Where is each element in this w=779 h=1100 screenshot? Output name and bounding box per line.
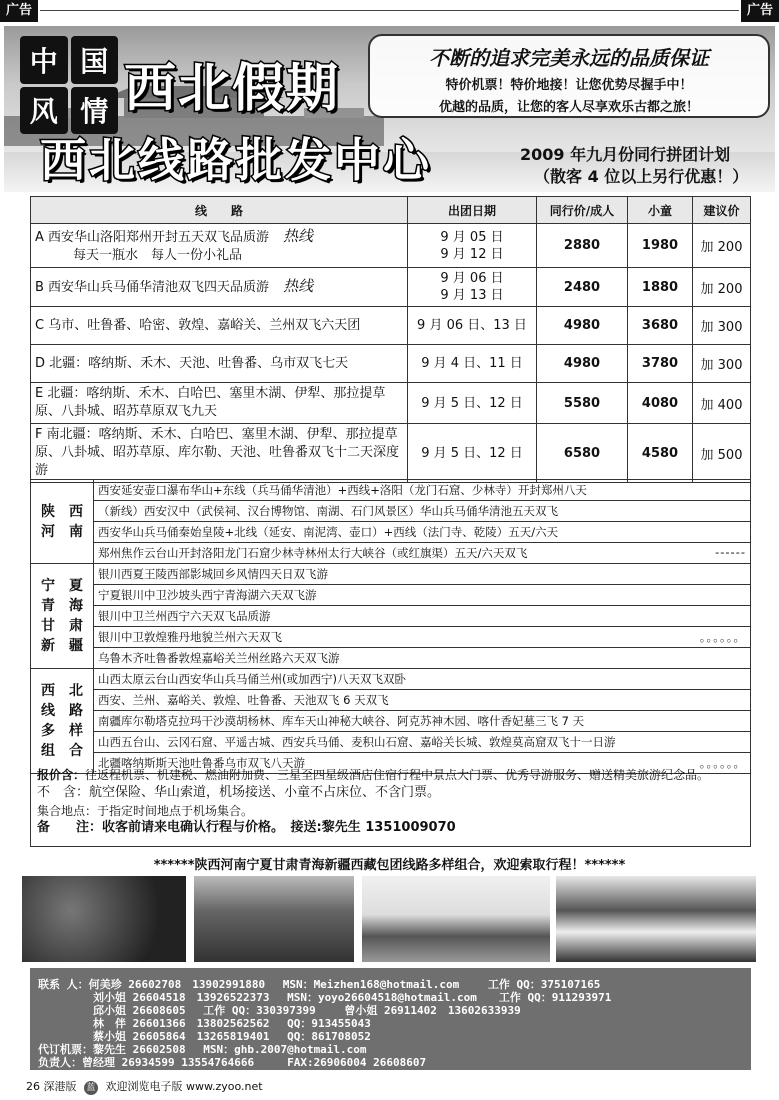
region-row: [31, 627, 751, 648]
edition: 深港版: [43, 1080, 77, 1093]
photo-flowers: [22, 876, 186, 962]
suggest-price: 加 300: [693, 307, 751, 345]
date-cell: 9 月 5 日、12 日: [408, 424, 537, 483]
region-route: [94, 669, 751, 690]
date-line: 9 月 13 日: [440, 288, 504, 303]
route-text: C 乌市、吐鲁番、哈密、敦煌、嘉峪关、兰州双飞六天团: [31, 307, 408, 345]
route-line: 山西太原云台山西安华山兵马俑兰州(或加西宁)八天双飞双卧: [98, 672, 406, 686]
badge-icon: 蓝: [84, 1081, 98, 1095]
region-route: [94, 585, 751, 606]
table-row: [31, 345, 751, 383]
contact-row: 蔡小姐 26605864 13265819401 QQ：861708052: [38, 1030, 371, 1043]
region-label: [31, 564, 94, 669]
main-title: 西北线路批发中心: [40, 133, 432, 187]
region-row: [31, 648, 751, 669]
region-name-line: 陕 西: [41, 503, 83, 520]
notes-include: [37, 767, 744, 783]
plan-title: 2009 年九月份同行拼团计划: [520, 145, 731, 164]
include-text: 往返程机票、机建税、燃油附加费、三星至四星级酒店住宿行程中景点大门票、优秀导游服务、赠送精美旅游纪念品。: [85, 768, 710, 782]
slogan-sub-1: 特价机票！特价地接！让您优势尽握手中！: [445, 78, 693, 93]
adult-price: 4980: [537, 345, 628, 383]
exclude-text: 航空保险、华山索道，机场接送、小童不占床位、不含门票。: [89, 785, 441, 800]
slogan-main: 不断的追求完美永远的品质保证: [429, 46, 709, 70]
region-row: [31, 501, 751, 522]
region-row: [31, 732, 751, 753]
route-line: 西安延安壶口瀑布华山+东线（兵马俑华清池）+西线+洛阳（龙门石窟、少林寺）开封郑州八天: [98, 483, 587, 497]
table-row: [31, 268, 751, 307]
region-row: [31, 585, 751, 606]
notes-exclude: [37, 783, 744, 803]
route-line: （新线）西安汉中（武侯祠、汉台博物馆、南湖、石门风景区）华山兵马俑华清池五天双飞: [98, 504, 558, 518]
region-route: [94, 606, 751, 627]
route-line: 银川中卫兰州西宁六天双飞品质游: [98, 609, 271, 623]
suggest-price: 加 500: [693, 424, 751, 483]
route-line: 乌鲁木齐吐鲁番敦煌嘉峪关兰州丝路六天双飞游: [98, 651, 340, 665]
route-line: 郑州焦作云台山开封洛阳龙门石窟少林寺林州太行大峡谷（或红旗渠）五天/六天双飞: [98, 546, 528, 560]
table-row: [31, 224, 751, 268]
hot-label: 热线: [283, 226, 314, 245]
top-divider: [40, 10, 739, 11]
header-date: 出团日期: [408, 197, 537, 224]
child-price: 4080: [628, 383, 693, 424]
route-cell: [31, 224, 408, 268]
date-line: 9 月 06 日: [440, 271, 504, 286]
region-name-line: 青 海: [41, 598, 83, 614]
date-line: 9 月 05 日: [440, 229, 504, 245]
region-route: [94, 648, 751, 669]
route-text: F 南北疆：喀纳斯、禾木、白哈巴、塞里木湖、伊犁、那拉提草原、八卦城、昭苏草原、库尔勒、天池、吐鲁番双飞十二天深度游: [31, 424, 408, 483]
suggest-price: 加 200: [693, 268, 751, 307]
region-name-line: 西 北: [41, 683, 83, 699]
price-table: [30, 196, 751, 483]
plan-note: （散客 4 位以上另行优惠！）: [534, 167, 749, 186]
header-adult-price: 同行价/成人: [537, 197, 628, 224]
hot-label: 热线: [283, 277, 314, 295]
suggest-price: 加 400: [693, 383, 751, 424]
child-price: 4580: [628, 424, 693, 483]
contact-row: 邱小姐 26608605 工作 QQ：330397399 曾小姐 26911402 13602633939: [38, 1004, 521, 1017]
child-price: 3780: [628, 345, 693, 383]
notes-remark: [37, 819, 744, 837]
region-row: [31, 564, 751, 585]
route-cell: [31, 268, 408, 307]
contact-row: 联系 人：何美珍 26602708 13902991880 MSN：Meizhen168@hotmail.com 工作 QQ：375107165: [38, 978, 601, 991]
exclude-label: 不 含：: [37, 785, 90, 800]
date-cell: 9 月 4 日、11 日: [408, 345, 537, 383]
route-text: B 西安华山兵马俑华清池双飞四天品质游: [35, 280, 270, 295]
banner: [4, 26, 775, 192]
remark-label: 备 注：: [37, 820, 103, 835]
contact-panel: [30, 968, 751, 1070]
region-name-line: 多 样: [41, 723, 83, 739]
header-suggest-price: 建议价: [693, 197, 751, 224]
region-route: [94, 501, 751, 522]
header-route: 线 路: [31, 197, 408, 224]
region-name-line: 组 合: [41, 743, 83, 759]
route-line: 北疆喀纳斯斯天池吐鲁番乌市双飞八天游: [98, 756, 305, 770]
region-label: [31, 669, 94, 774]
include-label: 报价含：: [37, 768, 86, 782]
ad-tag-right: 广告: [741, 0, 779, 22]
footer: [26, 1078, 263, 1095]
table-row: [31, 383, 751, 424]
child-price: 1880: [628, 268, 693, 307]
promo-line: ******陕西河南宁夏甘肃青海新疆西藏包团线路多样组合，欢迎索取行程！******: [153, 858, 626, 873]
filler-dots: 。。。。。。: [699, 630, 746, 644]
header-child-price: 小童: [628, 197, 693, 224]
notes-box: [30, 767, 751, 847]
contact-row: 刘小姐 26604518 13926522373 MSN：yoyo26604518@hotmail.com 工作 QQ：911293971: [38, 991, 612, 1004]
table-row: [31, 424, 751, 483]
filler-dots: 。。。。。。: [699, 756, 746, 770]
page-number: 26: [26, 1080, 40, 1093]
child-price: 1980: [628, 224, 693, 268]
date-cell: [408, 224, 537, 268]
suggest-price: 加 200: [693, 224, 751, 268]
route-line: 银川西夏王陵西部影城回乡风情四天日双飞游: [98, 567, 328, 581]
region-route: [94, 564, 751, 585]
photo-terracotta-army: [194, 876, 354, 962]
slogan-box: [368, 34, 770, 118]
adult-price: 2480: [537, 268, 628, 307]
route-text: E 北疆：喀纳斯、禾木、白哈巴、塞里木湖、伊犁、那拉提草原、八卦城、昭苏草原双飞九天: [31, 383, 408, 424]
logo-char: 情: [71, 87, 119, 135]
region-route-table: [30, 479, 751, 774]
ad-tag-left: 广告: [0, 0, 38, 22]
adult-price: 5580: [537, 383, 628, 424]
region-row: [31, 711, 751, 732]
child-price: 3680: [628, 307, 693, 345]
notes-gather: 集合地点：于指定时间地点于机场集合。: [37, 804, 254, 818]
photo-palace: [362, 876, 550, 962]
region-route: [94, 711, 751, 732]
table-row: [31, 307, 751, 345]
region-name-line: 甘 肃: [41, 618, 83, 634]
adult-price: 2880: [537, 224, 628, 268]
adult-price: 4980: [537, 307, 628, 345]
table-header-row: [31, 197, 751, 224]
contact-row: 代订机票：黎先生 26602508 MSN：ghb.2007@hotmail.com: [38, 1043, 367, 1056]
route-extra: 每天一瓶水 每人一份小礼品: [73, 247, 243, 263]
logo-char: 中: [20, 36, 68, 84]
remark-text: 收客前请来电确认行程与价格。 接送:黎先生 1351009070: [102, 820, 456, 835]
region-row: [31, 480, 751, 501]
region-route: [94, 690, 751, 711]
route-line: 山西五台山、云冈石窟、平遥古城、西安兵马俑、麦积山石窟、嘉峪关长城、敦煌莫高窟双飞十一日游: [98, 735, 616, 749]
filler-dots: ------: [715, 545, 746, 559]
slogan-sub-2: 优越的品质，让您的客人尽享欢乐古都之旅！: [438, 100, 699, 115]
logo: [20, 36, 118, 134]
route-line: 西安、兰州、嘉峪关、敦煌、吐鲁番、天池双飞 6 天双飞: [98, 693, 389, 707]
route-line: 银川中卫敦煌雅丹地貌兰州六天双飞: [98, 630, 282, 644]
route-line: 南疆库尔勒塔克拉玛干沙漠胡杨林、库车天山神秘大峡谷、阿克苏神木园、喀什香妃墓三飞 7 天: [98, 714, 585, 728]
photo-waterfall: [556, 876, 756, 962]
route-line: 宁夏银川中卫沙坡头西宁青海湖六天双飞游: [98, 588, 317, 602]
route-text: A 西安华山洛阳郑州开封五天双飞品质游: [35, 229, 270, 245]
suggest-price: 加 300: [693, 345, 751, 383]
region-label: [31, 480, 94, 564]
adult-price: 6580: [537, 424, 628, 483]
region-route: [94, 480, 751, 501]
region-route: [94, 522, 751, 543]
region-row: [31, 669, 751, 690]
contact-row: 负责人：曾经理 26934599 13554764666 FAX:26906004 26608607: [38, 1056, 427, 1069]
region-name-line: 线 路: [41, 703, 83, 719]
brand-name: 西北假期: [124, 59, 341, 119]
route-text: D 北疆：喀纳斯、禾木、天池、吐鲁番、乌市双飞七天: [31, 345, 408, 383]
region-row: [31, 690, 751, 711]
date-cell: 9 月 5 日、12 日: [408, 383, 537, 424]
footer-link[interactable]: 欢迎浏览电子版 www.zyoo.net: [105, 1080, 263, 1093]
region-row: [31, 543, 751, 564]
logo-char: 国: [71, 36, 119, 84]
region-route: [94, 732, 751, 753]
region-route: [94, 627, 751, 648]
logo-char: 风: [20, 87, 68, 135]
region-route: [94, 543, 751, 564]
contact-row: 林 伴 26601366 13802562562 QQ：913455043: [38, 1017, 371, 1030]
region-name-line: 新 疆: [41, 638, 83, 654]
region-row: [31, 606, 751, 627]
date-line: 9 月 12 日: [440, 246, 504, 262]
date-cell: 9 月 06 日、13 日: [408, 307, 537, 345]
route-line: 西安华山兵马俑秦始皇陵+北线（延安、南泥湾、壶口）+西线（法门寺、乾陵）五天/六天: [98, 525, 559, 539]
region-row: [31, 522, 751, 543]
region-name-line: 河 南: [41, 523, 83, 540]
region-name-line: 宁 夏: [41, 578, 83, 594]
date-cell: [408, 268, 537, 307]
